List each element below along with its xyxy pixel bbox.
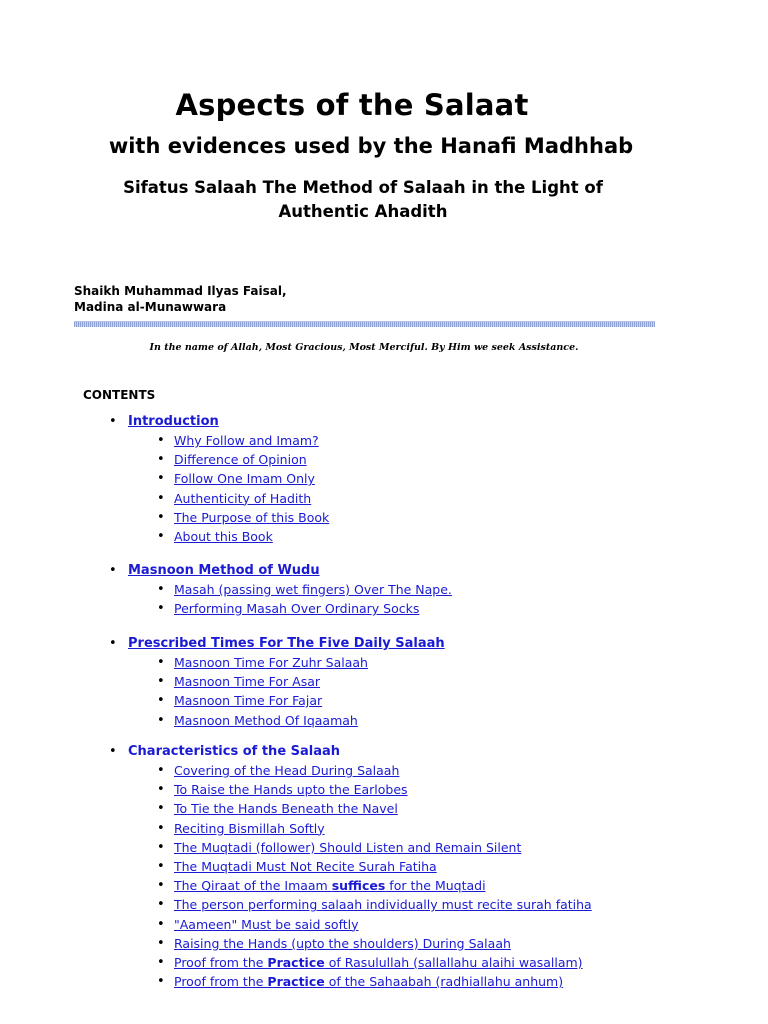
toc-sublink[interactable]: The person performing salaah individually must recite surah fatiha — [174, 897, 592, 913]
toc-link-characteristics[interactable]: Characteristics of the Salaah — [128, 744, 341, 759]
page-title: Aspects of the Salaat — [175, 88, 529, 122]
bullet-icon: • — [157, 433, 165, 448]
contents-heading: CONTENTS — [83, 388, 156, 402]
toc-sublink[interactable]: Reciting Bismillah Softly — [174, 820, 325, 836]
toc-sublink[interactable]: Masnoon Method Of Iqaamah — [174, 712, 358, 728]
page-subtitle: with evidences used by the Hanafi Madhhab — [108, 134, 634, 158]
toc-sublink[interactable]: Masnoon Time For Fajar — [174, 693, 323, 709]
toc-section-introduction — [0, 412, 768, 546]
bullet-icon: • — [157, 674, 165, 690]
link-emphasis: suffices — [331, 878, 386, 894]
toc-sublink[interactable]: Raising the Hands (upto the shoulders) During Salaah — [174, 935, 511, 951]
toc-sublink[interactable]: To Tie the Hands Beneath the Navel — [174, 801, 398, 817]
bullet-icon: • — [157, 763, 165, 778]
decorative-divider — [74, 321, 655, 327]
toc-sublink[interactable]: Masah (passing wet fingers) Over The Nape. — [174, 582, 452, 597]
link-text: of the Sahaabah (radhiallahu anhum) — [324, 974, 564, 990]
link-text: of Rasulullah (sallallahu alaihi wasallam) — [324, 954, 583, 970]
bullet-icon: • — [157, 782, 165, 798]
bullet-icon: • — [157, 974, 165, 990]
bullet-icon: • — [109, 414, 117, 429]
toc-sublink[interactable]: Difference of Opinion — [174, 452, 307, 468]
toc-sublink[interactable]: The Muqtadi Must Not Recite Surah Fatiha — [174, 858, 437, 874]
toc-sublist — [0, 580, 768, 618]
bullet-icon: • — [157, 528, 165, 544]
author-location: Madina al-Munawwara — [74, 300, 227, 314]
toc-sublink[interactable]: Follow One Imam Only — [174, 471, 315, 487]
toc-sublist — [0, 761, 768, 991]
bullet-icon: • — [109, 636, 117, 651]
bullet-icon: • — [157, 801, 165, 817]
bullet-icon: • — [157, 897, 165, 913]
toc-sublink[interactable]: Covering of the Head During Salaah — [174, 763, 400, 778]
toc-sublink[interactable]: Authenticity of Hadith — [174, 490, 312, 506]
bismillah-line: In the name of Allah, Most Gracious, Most Merciful. By Him we seek Assistance. — [149, 342, 579, 353]
bullet-icon: • — [157, 582, 165, 597]
toc-sublink[interactable]: Masnoon Time For Asar — [174, 674, 321, 690]
bullet-icon: • — [157, 601, 165, 617]
author-name: Shaikh Muhammad Ilyas Faisal, — [74, 284, 287, 298]
bullet-icon: • — [157, 858, 165, 874]
bullet-icon: • — [157, 839, 165, 855]
bullet-icon: • — [157, 655, 165, 670]
toc-section-prescribed-times — [0, 634, 768, 730]
bullet-icon: • — [157, 452, 165, 468]
toc-sublink[interactable]: Why Follow and Imam? — [174, 433, 319, 448]
toc-link-prescribed-times[interactable]: Prescribed Times For The Five Daily Salaah — [128, 636, 445, 651]
toc-sublink[interactable]: The Muqtadi (follower) Should Listen and Remain Silent — [174, 839, 522, 855]
link-text: Proof from the — [174, 974, 268, 990]
toc-sublink[interactable]: To Raise the Hands upto the Earlobes — [174, 782, 408, 798]
bullet-icon: • — [109, 744, 117, 759]
bullet-icon: • — [157, 693, 165, 709]
book-title: Sifatus Salaah The Method of Salaah in the Light of Authentic Ahadith — [123, 178, 603, 221]
toc-sublink[interactable]: The Purpose of this Book — [174, 509, 330, 525]
bullet-icon: • — [157, 935, 165, 951]
toc-sublink[interactable] — [174, 955, 583, 970]
toc-sublink[interactable] — [174, 878, 486, 893]
toc-sublist — [0, 431, 768, 546]
link-emphasis: Practice — [267, 974, 325, 990]
bullet-icon: • — [157, 712, 165, 728]
author-block — [74, 283, 287, 315]
link-emphasis: Practice — [267, 954, 325, 970]
bullet-icon: • — [157, 916, 165, 932]
toc-link-wudu[interactable]: Masnoon Method of Wudu — [128, 563, 320, 578]
link-text: for the Muqtadi — [385, 878, 486, 894]
toc-section-wudu — [0, 561, 768, 618]
link-text: Proof from the — [174, 954, 268, 970]
toc-sublink[interactable] — [174, 974, 563, 989]
link-text: The Qiraat of the Imaam — [174, 878, 332, 894]
bullet-icon: • — [157, 490, 165, 506]
toc-sublist — [0, 653, 768, 730]
toc-sublink[interactable]: Performing Masah Over Ordinary Socks — [174, 601, 420, 617]
bullet-icon: • — [157, 820, 165, 836]
bullet-icon: • — [157, 878, 165, 894]
bullet-icon: • — [157, 954, 165, 970]
toc-link-introduction[interactable]: Introduction — [128, 414, 219, 429]
toc-sublink[interactable]: About this Book — [174, 528, 273, 544]
bullet-icon: • — [109, 563, 117, 578]
bullet-icon: • — [157, 471, 165, 487]
toc-sublink[interactable]: Masnoon Time For Zuhr Salaah — [174, 655, 368, 670]
toc-section-characteristics — [0, 742, 768, 991]
bullet-icon: • — [157, 509, 165, 525]
toc-sublink[interactable]: "Aameen" Must be said softly — [174, 916, 359, 932]
